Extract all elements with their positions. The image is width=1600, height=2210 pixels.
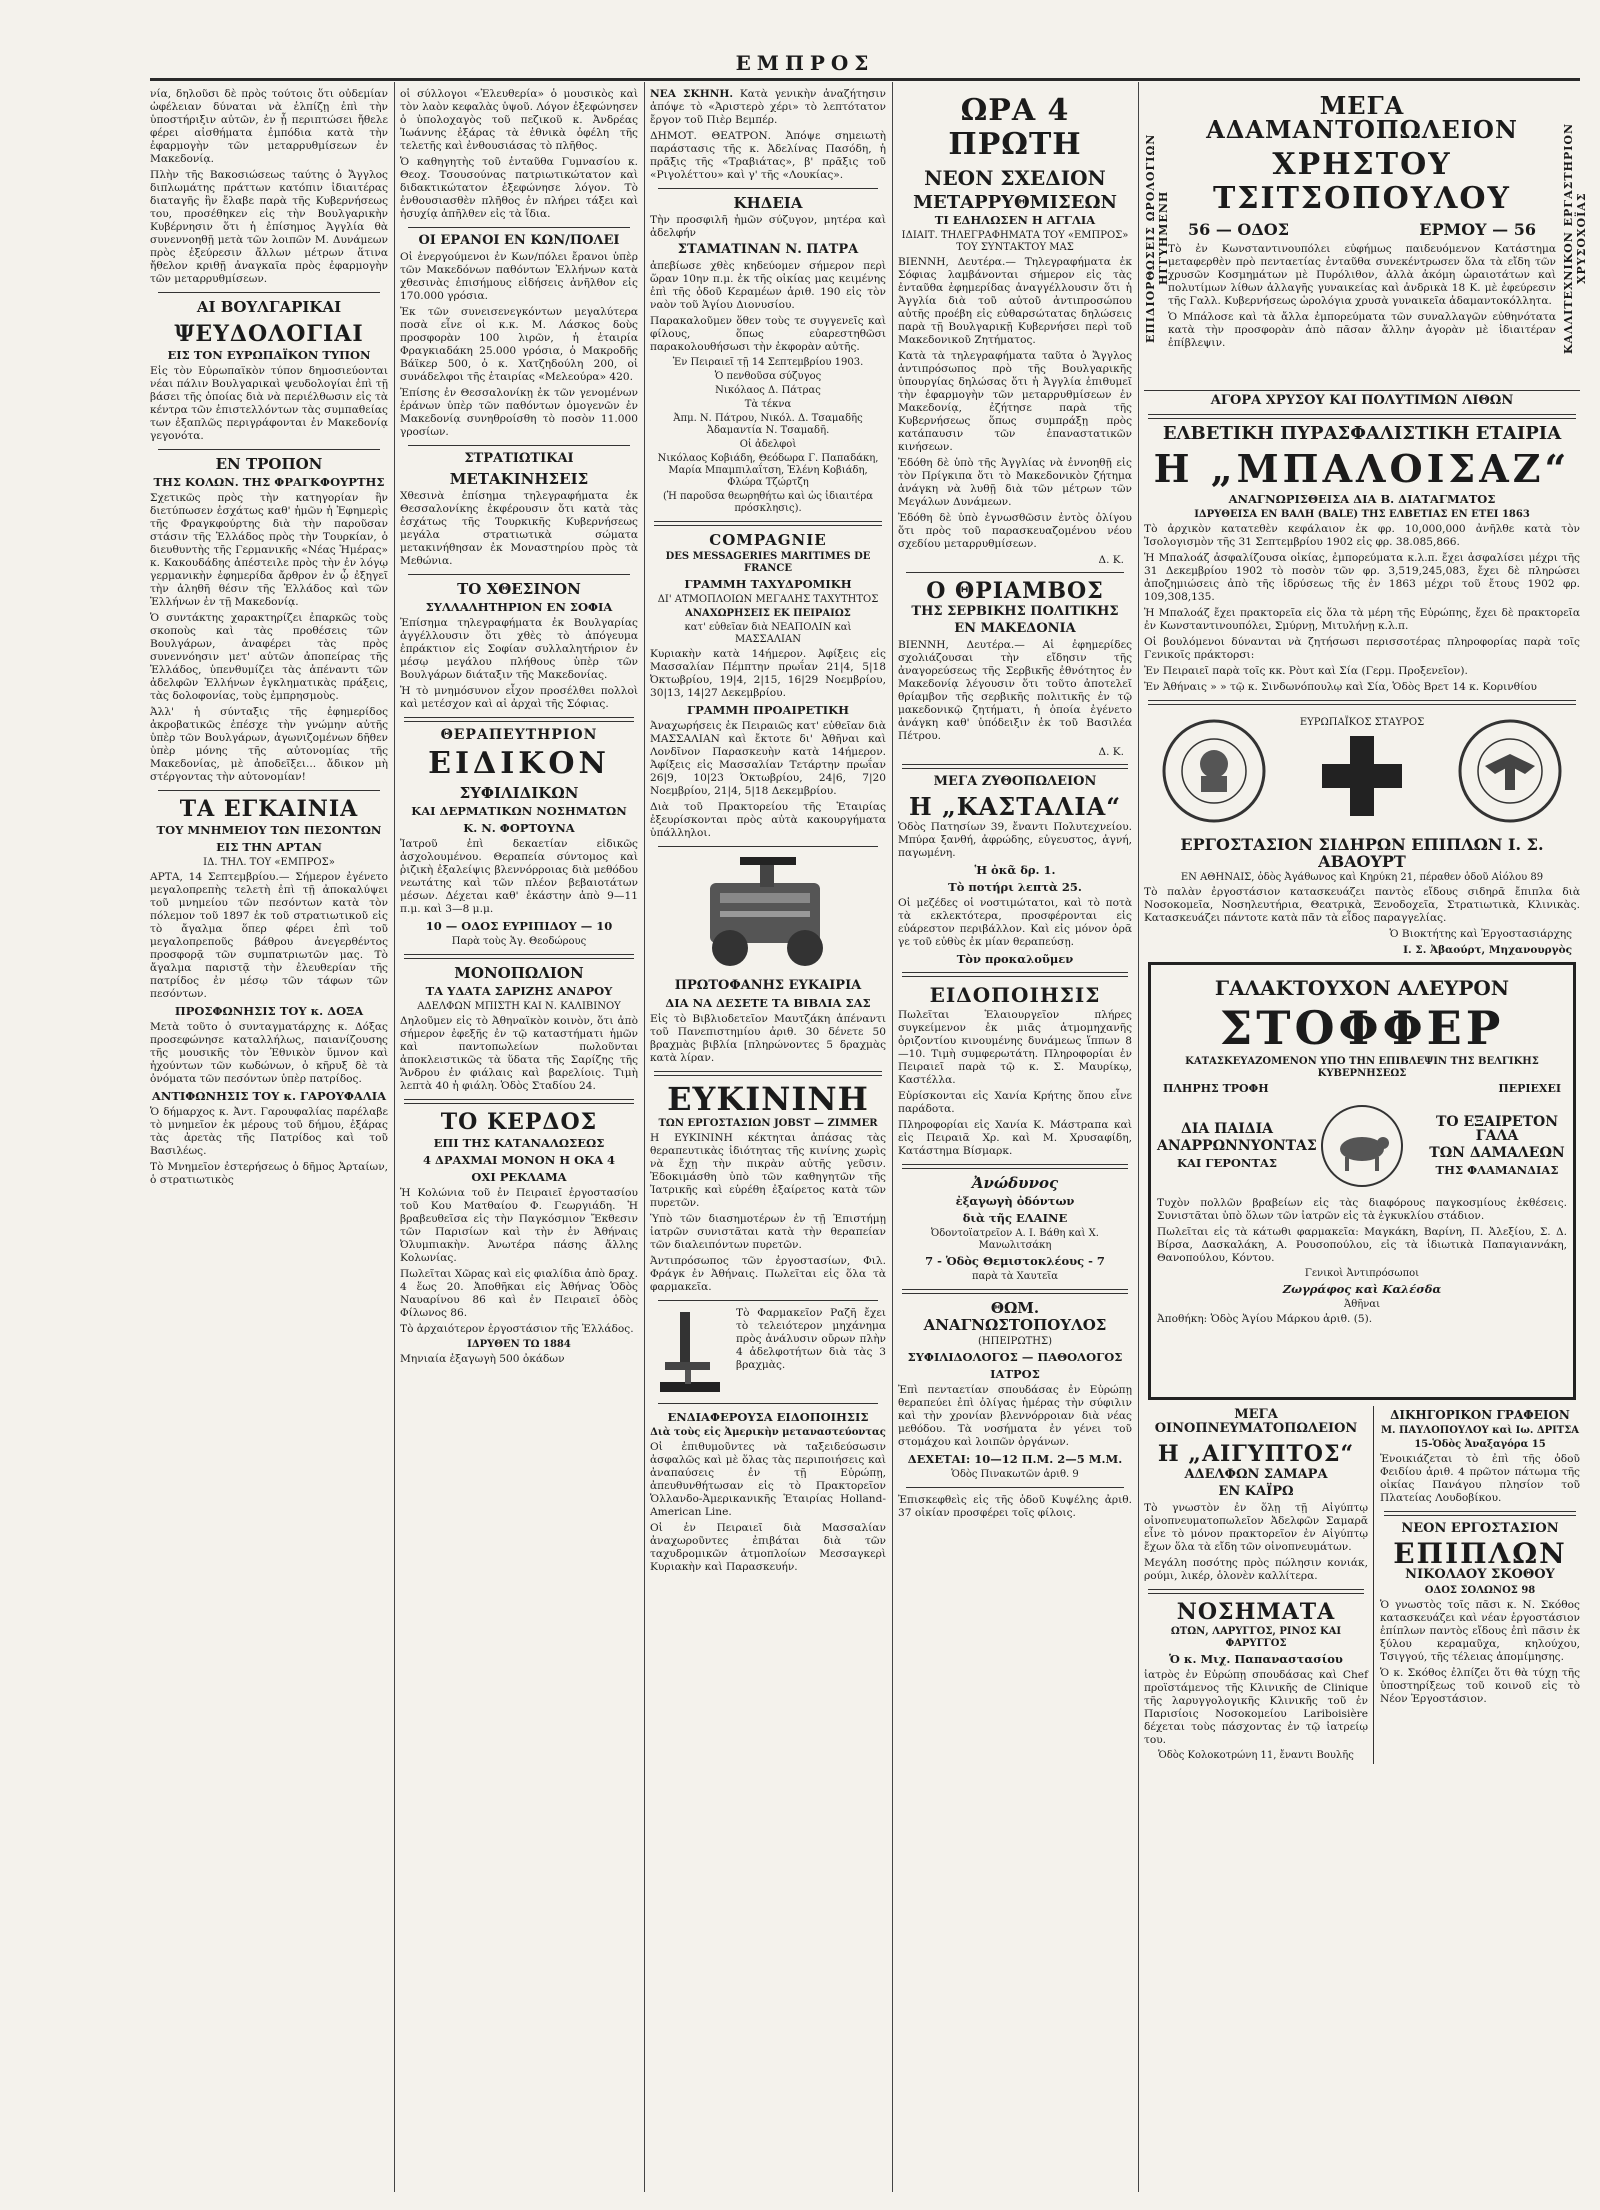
- ad-title: ΑΔΕΛΦΩΝ ΜΠΙΣΤΗ ΚΑΙ Ν. ΚΑΛΙΒΙΝΟΥ: [417, 1001, 621, 1012]
- left-ads: [1144, 1406, 1374, 1764]
- article-text: Ὁ καθηγητὴς τοῦ ἐνταῦθα Γυμνασίου κ. Θεοχ. Τσουσούνας πατριωτικώτατον καὶ διδακτικώτατον ἐξεφώνησε λόγον. Τὸ ἐνθουσιασθὲν πλῆθος ἐν πλήρει τάξει καὶ ἡσυχίᾳ ἀπῆλθεν εἰς τὰ ἴδια.: [400, 156, 638, 220]
- ad-title: ἐξαγωγὴ ὀδόντων: [955, 1194, 1075, 1208]
- ad-text: Μηνιαία ἐξαγωγὴ 500 ὀκάδων: [400, 1353, 565, 1365]
- ad-address-right: ΕΡΜΟΥ — 56: [1419, 220, 1536, 239]
- ad-text: Διὰ τοῦ Πρακτορείου τῆς Ἑταιρίας ἐξευρίσκονται πρὸς αὐτὰ κακουργήματα ὑπάλληλοι.: [650, 801, 886, 839]
- divider: [1148, 414, 1576, 419]
- notice-text: Οἱ ἀδελφοὶ: [739, 439, 797, 450]
- column-1: [150, 88, 388, 2188]
- ad-text: Ἀποθήκη: Ὁδὸς Ἁγίου Μάρκου ἀριθ. (5).: [1157, 1313, 1373, 1325]
- ad-title: ΔΙ' ΑΤΜΟΠΛΟΙΩΝ ΜΕΓΑΛΗΣ ΤΑΧΥΤΗΤΟΣ: [657, 594, 879, 605]
- ad-title: ΓΑΛΑΚΤΟΥΧΟΝ ΑΛΕΥΡΟΝ: [1214, 976, 1510, 1000]
- ad-mid-row: [1157, 1101, 1567, 1191]
- ad-text: Ἡ Μπαλοάζ ἔχει πρακτορεῖα εἰς ὅλα τὰ μέρη τῆς Εὐρώπης, ἔχει δὲ πρακτορεῖα ἐν Κωνσταντινουπόλει, Σμύρνῃ, Μιτυλήνῃ κ.λ.π.: [1144, 607, 1580, 632]
- ad-title: ΤΟ ΚΕΡΔΟΣ: [440, 1109, 598, 1135]
- subheadline: ΕΙΣ ΤΗΝ ΑΡΤΑΝ: [216, 840, 322, 854]
- subheadline: ΕΙΣ ΤΟΝ ΕΥΡΩΠΑΪΚΟΝ ΤΥΠΟΝ: [167, 348, 371, 362]
- ad-title: ΝΕΟΝ ΕΡΓΟΣΤΑΣΙΟΝ: [1401, 1521, 1559, 1536]
- divider: [658, 846, 878, 847]
- ad-text: Δηλοῦμεν εἰς τὸ Ἀθηναϊκὸν κοινὸν, ὅτι ἀπὸ σήμερον ἐφεξῆς ἐν τῷ καταστήματι ἡμῶν καὶ παντοπωλείων πωλοῦνται ἀποκλειστικῶς τὰ ὕδατα τῆς Σαρίζης τῆς Ἄνδρου ἐν φιάλαις καὶ βαρελίοις. Τιμὴ λεπτὰ 40 ἡ φιάλη. Ὁδὸς Σταδίου 24.: [400, 1015, 638, 1092]
- ad-text: Τὸ Φαρμακεῖον Ραζῆ ἔχει τὸ τελειότερον μηχάνημα πρὸς ἀνάλυσιν οὔρων πλὴν 4 ἀδελφοτήτων διὰ τὰς 3 βραχμὰς.: [736, 1307, 886, 1371]
- ad-text: Οἱ ἐν Πειραιεῖ διὰ Μασσαλίαν ἀναχωροῦντες ἐπιβάται διὰ τῶν ταχυδρομικῶν ἀτμοπλοίων Μεσσαγκερὶ Κυριακὴν καὶ Παρασκευήν.: [650, 1522, 886, 1573]
- ad-title: ΣΥΦΙΛΙΔΟΛΟΓΟΣ — ΠΑΘΟΛΟΓΟΣ: [907, 1350, 1123, 1364]
- divider: [158, 790, 380, 791]
- ad-label: ΤΗΣ ΦΛΑΜΑΝΔΙΑΣ: [1435, 1162, 1559, 1177]
- article-text: οἱ σύλλογοι «Ἐλευθερία» ὁ μουσικὸς καὶ τὸν λαὸν κεφαλὰς ὑψοῦ. Λόγον ἐξεφώνησεν ὁ ὑπολοχαγὸς τοῦ πεζικοῦ κ. Ἀνδρέας Ἰωάννης ἐξάρας τὰ ἐθνικὰ ὀφέλη τῆς τελετῆς καὶ ἐνθουσιάσας τὸ πλῆθος.: [400, 88, 638, 152]
- section-label: ΝΕΑ ΣΚΗΝΗ.: [650, 88, 734, 100]
- ad-text: Τὸ γνωστὸν ἐν ὅλῃ τῇ Αἰγύπτῳ οἰνοπνευματοπωλεῖον Ἀδελφῶν Σαμαρᾶ εἶνε τὸ μόνον πρακτορεῖον ἐν Αἰγύπτῳ ἔχων ὅλα τὰ εἴδη τῶν οἰνοπνευμάτων.: [1144, 1502, 1368, 1553]
- article-text: Τὸ Μνημεῖον ἐστερήσεως ὁ δῆμος Ἀρταίων, ὁ στρατιωτικὸς: [150, 1161, 388, 1186]
- article-text: Χθεσινὰ ἐπίσημα τηλεγραφήματα ἐκ Θεσσαλονίκης ἐκφέρουσιν ὅτι κατὰ τὰς ἐσχάτως τῆς Τουρκικῆς Κυβερνήσεως μεγάλα στρατιωτικὰ σώματα μετακινήθησαν ἐκ Μοναστηρίου πρὸς τὰ Μεθώνια.: [400, 490, 638, 567]
- divider: [658, 1300, 878, 1301]
- article-text: Ἐκ τῶν συνεισενεγκόντων μεγαλύτερα ποσὰ εἶνε οἱ κ.κ. Μ. Λάσκος δοὺς προσφορὰν 100 λιρῶν, ἡ ἑταιρία Φραγκιαδάκη 25.000 γρόσια, ὁ Μακροδῆς Βάϊκερ 500, ὁ κ. Χατζηδούλη 200, οἱ συνάδελφοι τῆς ἑταιρίας «Μελεούρα» 420.: [400, 306, 638, 383]
- headline: ΩΡΑ 4 ΠΡΩΤΗ: [948, 93, 1082, 162]
- article-text: ΒΙΕΝΝΗ, Δευτέρα.— Τηλεγραφήματα ἐκ Σόφιας λαμβάνονται σήμερον εἰς τὰς ἐνταῦθα ἐφημερίδας ἀναγγέλλουσιν ὅτι ἡ Ἀγγλία διὰ τοῦ αὐτοῦ ἀντιπροσώπου αὐτῆς προέβη εἰς εὐθαρσώτατας δηλώσεις παρὰ τῇ Βουλγαρικῇ Κυβερνήσει περὶ τοῦ Μακεδονικοῦ Ζητήματος.: [898, 256, 1132, 346]
- ad-title: ΤΑ ΥΔΑΤΑ ΣΑΡΙΖΗΣ ΑΝΔΡΟΥ: [425, 984, 613, 998]
- headline: ΝΕΟΝ ΣΧΕΔΙΟΝ: [924, 166, 1106, 190]
- subheadline: ΣΥΛΛΑΛΗΤΗΡΙΟΝ ΕΝ ΣΟΦΙΑ: [425, 600, 613, 614]
- ad-title: ΘΩΜ. ΑΝΑΓΝΩΣΤΟΠΟΥΛΟΣ: [923, 1299, 1107, 1334]
- ad-title: Μ. ΠΑΥΛΟΠΟΥΛΟΥ καὶ Ιω. ΔΡΙΤΣΑ: [1380, 1425, 1580, 1436]
- headline: ΚΗΔΕΙΑ: [733, 194, 803, 212]
- ad-text: Τὸ παλὰν ἐργοστάσιον κατασκευάζει παντὸς εἴδους σιδηρᾶ ἔπιπλα διὰ Νοσοκομεῖα, Νοσηλευτήρια, Θεατρικὰ, Ξενοδοχεῖα, Στρατιωτικὰ, Κλινικὰς. Κατασκευάζει πάντοτε κατὰ πᾶν τὰ εἶδος παραγγελίας.: [1144, 886, 1580, 924]
- ad-title: ΕΝΔΙΑΦΕΡΟΥΣΑ ΕΙΔΟΠΟΙΗΣΙΣ: [667, 1410, 869, 1424]
- notice-text: Ἀπμ. Ν. Πάτρου, Νικόλ. Δ. Τσαμαδῆς Ἀδαμαντία Ν. Τσαμαδῆ.: [673, 413, 863, 436]
- ad-text: Ἡ Κολώνια τοῦ ἐν Πειραιεῖ ἐργοστασίου τοῦ Κου Ματθαίου Φ. Γεωργιάδη. Ἡ βραβευθεῖσα εἰς τὴν Παγκόσμιον Ἔκθεσιν τῶν Παρισίων καὶ τὴν ἐν Ἀθήναις Ὀλυμπιακὴν. Ἀνωτέρα πάσης ἄλλης Κολωνίας.: [400, 1187, 638, 1264]
- ad-text: κατ' εὐθεῖαν διὰ ΝΕΑΠΟΛΙΝ καὶ ΜΑΣΣΑΛΙΑΝ: [684, 622, 852, 645]
- ad-title: ΚΑΤΑΣΚΕΥΑΖΟΜΕΝΟΝ ΥΠΟ ΤΗΝ ΕΠΙΒΛΕΨΙΝ ΤΗΣ ΒΕΛΓΙΚΗΣ ΚΥΒΕΡΝΗΣΕΩΣ: [1185, 1056, 1539, 1079]
- ad-text: Οἱ βουλόμενοι δύνανται νὰ ζητήσωσι περισσοτέρας πληροφορίας παρὰ τοῖς Γενικοῖς πράκτορσι:: [1144, 636, 1580, 661]
- ad-title: Κ. Ν. ΦΟΡΤΟΥΝΑ: [463, 821, 575, 835]
- divider: [158, 449, 380, 450]
- ad-label: ΚΑΙ ΓΕΡΟΝΤΑΣ: [1176, 1155, 1278, 1170]
- article-text: ΔΗΜΟΤ. ΘΕΑΤΡΟΝ. Ἀπόψε σημειωτὴ παράστασις τῆς κ. Ἀδελίνας Πασόδη, ἡ πρᾶξις τῆς «Τραβιάτας», β' πρᾶξις τοῦ «Ριγολέττου» καὶ γ' τῆς «Λουκίας».: [650, 130, 886, 181]
- ad-title: ΙΑΤΡΟΣ: [990, 1367, 1040, 1381]
- ad-title: ΚΑΙ ΔΕΡΜΑΤΙΚΩΝ ΝΟΣΗΜΑΤΩΝ: [411, 804, 627, 818]
- ad-text: Ἀθῆναι: [1344, 1299, 1380, 1310]
- medal-seal-icon: [1159, 716, 1269, 826]
- ad-text: Ἀναχωρήσεις ἐκ Πειραιῶς κατ' εὐθεῖαν διὰ ΜΑΣΣΑΛΙΑΝ καὶ ἔκτοτε δι' Ἀθῆναι καὶ Λονδῖνον Παρασκευὴν κατὰ 14ήμερον. Ἀφίξεις εἰς Μασσαλίαν Τετάρτην πρωΐαν 26|9, 10|23 Ὀκτωβρίου, 24|6, 7|20 Νοεμβρίου, 21|4, 5|18 Δεκεμβρίου.: [650, 720, 886, 797]
- ad-text: Πωλεῖται Χῶρας καὶ εἰς φιαλίδια ἀπὸ δραχ. 4 ἕως 20. Ἀποθῆκαι εἰς Ἀθήνας Ὁδὸς Ναυαρίνου 86 καὶ ἐν Πειραιεῖ ὁδὸς Φίλωνος 86.: [400, 1268, 638, 1319]
- ad-text: Ἡ ὀκᾶ δρ. 1.: [974, 863, 1056, 877]
- ad-label: ΔΙΑ ΠΑΙΔΙΑ: [1180, 1120, 1274, 1137]
- article-text: Οἱ ἐνεργούμενοι ἐν Κων/πόλει ἔρανοι ὑπὲρ τῶν Μακεδόνων παθόντων Ἑλλήνων κατὰ χθεσινὰς ἐπισήμους εἰδήσεις ἀνῆλθον εἰς 170.000 γρόσια.: [400, 251, 638, 302]
- ad-title: DES MESSAGERIES MARITIMES DE FRANCE: [665, 551, 871, 574]
- ad-title: ΜΕΓΑ ΟΙΝΟΠΝΕΥΜΑΤΟΠΩΛΕΙΟΝ: [1154, 1407, 1358, 1436]
- ad-title: ΩΤΩΝ, ΛΑΡΥΓΓΟΣ, ΡΙΝΟΣ ΚΑΙ ΦΑΡΥΓΓΟΣ: [1170, 1626, 1342, 1649]
- headline: ΜΕΤΑΡΡΥΘΜΙΣΕΩΝ: [913, 192, 1117, 213]
- ad-title: ΕΛΒΕΤΙΚΗ ΠΥΡΑΣΦΑΛΙΣΤΙΚΗ ΕΤΑΙΡΙΑ: [1162, 423, 1562, 444]
- ad-text: Ἐνοικιάζεται τὸ ἐπὶ τῆς ὁδοῦ Φειδίου ἀριθ. 4 πρῶτον πάτωμα τῆς οἰκίας Πανάγου πλησίον τοῦ Πλατείας Λουδοβίκου.: [1380, 1453, 1580, 1504]
- newspaper-page: [150, 51, 1588, 2202]
- ad-text: Οἱ ἐπιθυμοῦντες νὰ ταξειδεύσωσιν ἀσφαλῶς καὶ μὲ ὅλας τὰς περιποιήσεις καὶ ἀναπαύσεις ἐν τῇ Εὐρώπῃ, ἀπευθυνθήτωσαν εἰς τὸ Πρακτορεῖον Ὁλλανδο-Ἀμερικανικῆς Ἑταιρίας Holland-American Line.: [650, 1441, 886, 1518]
- article-text: Ὁ συντάκτης χαρακτηρίζει ἐπαρκῶς τοὺς σκοποὺς καὶ τὰς προθέσεις τῶν Βουλγάρων, ἀναφέρει τὰς πρὸς συνεννόησιν μετ' αὐτῶν ἀποπείρας τῆς Ἑλλάδος, ὑπενθυμίζει τὰς ἀπέναντι τῶν ἀδελφῶν Ἑλλήνων ἐγκληματικὰς πράξεις, τὰς δολοφονίας, τοὺς ἐμπρησμοὺς.: [150, 612, 388, 702]
- ad-title: ΣΤΟΦΦΕΡ: [1219, 1001, 1505, 1055]
- ad-text: Ἐπὶ πενταετίαν σπουδάσας ἐν Εὐρώπῃ θεραπεύει ἐπὶ ὀλίγας ἡμέρας τὴν σύφιλιν καὶ τὴν χρονίαν βλεννόρροιαν διὰ νέας μεθόδου. Τὰ νοσήματα ἐν γένει τοῦ στομάχου καὶ λοιπῶν ὀργάνων.: [898, 1384, 1132, 1448]
- top-rule: [150, 78, 1580, 81]
- divider: [654, 1071, 882, 1076]
- article-text: Κατὰ τὰ τηλεγραφήματα ταῦτα ὁ Ἄγγλος ἀντιπρόσωπος πρὸ τῆς Βουλγαρικῆς ὑπουργίας δηλώσας ὅτι ἡ Ἀγγλία ἐπιθυμεῖ τὴν ἐφαρμογὴν τῶν μεταρρυθμίσεων ἐν Μακεδονίᾳ, ἐζήτησε παρὰ τῆς Κυβερνήσεως ὅπως συμπράξῃ πρὸς κατάπαυσιν τῶν ἐπαναστατικῶν κινήσεων.: [898, 350, 1132, 453]
- headline: ΣΤΡΑΤΙΩΤΙΚΑΙ: [464, 451, 574, 466]
- notice-text: Ἐν Πειραιεῖ τῇ 14 Σεπτεμβρίου 1903.: [672, 357, 864, 368]
- ad-title: ΕΙΔΟΠΟΙΗΣΙΣ: [929, 983, 1101, 1007]
- ad-title: ΑΝΑΧΩΡΗΣΕΙΣ ΕΚ ΠΕΙΡΑΙΩΣ: [685, 608, 851, 619]
- byline: ΙΔΙΑΙΤ. ΤΗΛΕΓΡΑΦΗΜΑΤΑ ΤΟΥ «ΕΜΠΡΟΣ» ΤΟΥ ΣΥΝΤΑΚΤΟΥ ΜΑΣ: [901, 230, 1129, 253]
- ad-title: (ΗΠΕΙΡΩΤΗΣ): [978, 1336, 1052, 1347]
- ad-title: ΟΧΙ ΡΕΚΛΑΜΑ: [471, 1170, 567, 1184]
- divider: [906, 1487, 1124, 1488]
- subheadline: ΤΗΣ ΣΕΡΒΙΚΗΣ ΠΟΛΙΤΙΚΗΣ: [911, 604, 1119, 619]
- notice-text: (Ἡ παροῦσα θεωρηθήτω καὶ ὡς ἰδιαιτέρα πρόσκλησις).: [662, 491, 874, 514]
- headline: Ο ΘΡΙΑΜΒΟΣ: [926, 578, 1104, 604]
- ad-side-text: ΚΑΛΛΙΤΕΧΝΙΚΟΝ ΕΡΓΑΣΤΗΡΙΟΝ ΧΡΥΣΟΧΟΪΑΣ: [1562, 122, 1588, 354]
- article-text: Ἡ τὸ μνημόσυνον εἶχον προσέλθει πολλοὶ καὶ μετέσχον καὶ αἱ ἀρχαὶ τῆς Σόφιας.: [400, 685, 638, 710]
- bottom-ads: [1144, 1406, 1580, 1764]
- ad-text: Ἰατροῦ ἐπὶ δεκαετίαν εἰδικῶς ἀσχολουμένου. Θεραπεία σύντομος καὶ ῥιζικὴ ἐξαλείψις βλεννόρροιας διὰ μεθόδου νεωτάτης καὶ τῶν πλέον βεβαιοτάτων μέσων. Δέχεται καθ' ἑκάστην ἀπὸ 9—11 π.μ. καὶ 3—8 μ.μ.: [400, 838, 638, 915]
- ad-title: ΕΠΙΠΛΩΝ: [1393, 1537, 1567, 1570]
- ad-title: ΓΡΑΜΜΗ ΤΑΧΥΔΡΟΜΙΚΗ: [684, 577, 852, 591]
- ad-text: Ὑπὸ τῶν διασημοτέρων ἐν τῇ Ἐπιστήμῃ ἰατρῶν συνιστᾶται κατὰ τὴν θεραπείαν τῶν διαλειπόντων πυρετῶν.: [650, 1213, 886, 1251]
- divider: [404, 1099, 634, 1104]
- ad-title: ΜΟΝΟΠΩΛΙΟΝ: [454, 964, 584, 982]
- ad-title: ΕΡΓΟΣΤΑΣΙΟΝ ΣΙΔΗΡΩΝ ΕΠΙΠΛΩΝ Ι. Σ. ΑΒΑΟΥΡΤ: [1180, 835, 1544, 871]
- ad-text: Τὸν προκαλοῦμεν: [956, 952, 1074, 966]
- divider: [654, 521, 882, 526]
- divider: [408, 445, 630, 446]
- ad-title: ΓΡΑΜΜΗ ΠΡΟΑΙΡΕΤΙΚΗ: [686, 703, 850, 717]
- ad-title: ΑΓΟΡΑ ΧΡΥΣΟΥ ΚΑΙ ΠΟΛΥΤΙΜΩΝ ΛΙΘΩΝ: [1144, 390, 1580, 408]
- ad-label: ΤΩΝ ΔΑΜΑΛΕΩΝ: [1429, 1144, 1565, 1161]
- divider: [1148, 700, 1576, 705]
- ad-text: Τὸ ἀρχικὸν κατατεθὲν κεφάλαιον ἐκ φρ. 10,000,000 ἀνῆλθε κατὰ τὸν Ἰσολογισμὸν τῆς 31 Σεπτεμβρίου 1902 εἰς φρ. 38.085,866.: [1144, 523, 1580, 548]
- ad-text: Ὁδὸς Πατησίων 39, ἔναντι Πολυτεχνείου. Μπύρα ξανθή, ἀφρώδης, εὐγευστος, ἀγνή, παγωμένη.: [898, 821, 1132, 859]
- notice-text: Νικόλαος Δ. Πάτρας: [715, 385, 821, 396]
- headline: ΟΙ ΕΡΑΝΟΙ ΕΝ ΚΩΝ/ΠΟΛΕΙ: [418, 233, 620, 248]
- headline: ΨΕΥΔΟΛΟΓΙΑΙ: [174, 321, 364, 347]
- ad-address: Ὁδὸς Πινακωτῶν ἀριθ. 9: [951, 1469, 1079, 1480]
- stoffer-ad-box: [1148, 962, 1576, 1400]
- ad-text: Τὸ ἀρχαιότερον ἐργοστάσιον τῆς Ἑλλάδος.: [400, 1323, 634, 1335]
- ad-title: ΔΙΚΗΓΟΡΙΚΟΝ ΓΡΑΦΕΙΟΝ: [1390, 1408, 1570, 1422]
- ad-label: ΤΟ ΕΞΑΙΡΕΤΟΝ ΓΑΛΑ: [1435, 1113, 1559, 1144]
- ad-text: Εἰς τὸ Βιβλιοδετεῖον Μαυτζάκη ἀπέναντι τοῦ Πανεπιστημίου ἀριθ. 30 δένετε 50 βραχμὰς βιβλία [πληρώνοντες 5 δραχμὰς κατὰ λίραν.: [650, 1013, 886, 1064]
- divider: [408, 574, 630, 575]
- ad-text: Οἱ μεζέδες οἱ νοστιμώτατοι, καὶ τὸ ποτὰ τὰ εκλεκτότερα, προσφέρονται εἰς εὐάρεστον περιβάλλον. Καὶ εἰς μόνον ὀρᾶ γε τοῦ εὐθὺς ἐκ μίαν θεραπεύσῃ.: [898, 897, 1132, 948]
- ad-label: ΑΝΑΡΡΩΝΝΥΟΝΤΑΣ: [1157, 1137, 1317, 1154]
- ad-title: ΙΔΡΥΘΕΙΣΑ ΕΝ ΒΑΛΗ (BALE) ΤΗΣ ΕΛΒΕΤΙΑΣ ΕΝ ΕΤΕΙ 1863: [1194, 509, 1530, 520]
- ad-text: Πωλεῖται Ἑλαιουργεῖον πλήρες συγκείμενον ἐκ μιᾶς ἀτμομηχανῆς ὁριζοντίου κινουμένης δυνάμεως ἵππων 8—10. Τιμὴ συμφερωτάτη. Πληροφορίαι ἐν Πειραιεῖ παρὰ τῷ κ. Σ. Μαυρίκῳ, Καστέλλα.: [898, 1009, 1132, 1086]
- ad-address: Παρὰ τοὺς Ἁγ. Θεοδώρους: [451, 936, 587, 947]
- notice-text: Ὁ πενθοῦσα σύζυγος: [714, 371, 822, 382]
- ad-title: 4 ΔΡΑΧΜΑΙ ΜΟΝΟΝ Η ΟΚΑ 4: [422, 1153, 616, 1167]
- signature: Ὁ Βιοκτήτης καὶ Ἐργοστασιάρχης: [1389, 928, 1572, 940]
- ad-title: Η „ΚΑΣΤΑΛΙΑ“: [908, 792, 1122, 821]
- jeweler-ad: [1144, 88, 1588, 388]
- signature: Δ. Κ.: [1098, 554, 1124, 566]
- right-ads: [1380, 1406, 1580, 1764]
- ad-title: Ἀνώδυνος: [971, 1174, 1059, 1192]
- ad-address-left: 56 — ΟΔΟΣ: [1188, 220, 1290, 239]
- ad-label: ΠΕΡΙΕΧΕΙ: [1498, 1082, 1561, 1095]
- divider: [902, 764, 1128, 769]
- ad-right-block: [1427, 1113, 1567, 1180]
- article-text: Ἐπίσημα τηλεγραφήματα ἐκ Βουλγαρίας ἀγγέλλουσιν ὅτι χθὲς τὸ ἀπόγευμα ἐπράκτιον εἰς Σοφίαν συλλαλητήριον ἐν μέσῳ μεγάλου πλήθους ὑπὲρ τῶν Βουλγάρων διάταξιν τῆς Μακεδονίας.: [400, 617, 638, 681]
- ad-title: Η „ΜΠΑΛΟΙΣΑΖ“: [1153, 446, 1571, 491]
- ad-text: Ζωγράφος καὶ Καλέσδα: [1282, 1282, 1442, 1296]
- ad-title: Ὁ κ. Μιχ. Παπαναστασίου: [1169, 1652, 1343, 1666]
- ad-title: ΘΕΡΑΠΕΥΤΗΡΙΟΝ: [440, 727, 598, 743]
- article-text: Ἐπίσης ἐν Θεσσαλονίκῃ ἐκ τῶν γενομένων ἐράνων ὑπὲρ τῶν παθόντων ὁμογενῶν ἐν Μακεδονίᾳ συνηθροίσθη τὸ ποσὸν 11.000 γροσίων.: [400, 387, 638, 438]
- ad-title: ΝΙΚΟΛΑΟΥ ΣΚΟΘΟΥ: [1405, 1567, 1555, 1582]
- ad-text: Ἐπισκεφθεὶς εἰς τῆς ὁδοῦ Κυψέλης ἀριθ. 37 οἰκίαν προσφέρει τοῖς φίλοις.: [898, 1494, 1132, 1519]
- column-5: [1144, 88, 1588, 2188]
- subheadline: ΤΟΥ ΜΝΗΜΕΙΟΥ ΤΩΝ ΠΕΣΟΝΤΩΝ: [156, 823, 382, 837]
- ad-address: 15-Ὁδὸς Ἀναξαγόρα 15: [1414, 1439, 1546, 1450]
- masthead: ΕΜΠΡΟΣ: [735, 51, 875, 75]
- column-2: [400, 88, 638, 2188]
- ad-title: ΜΕΓΑ ΖΥΘΟΠΩΛΕΙΟΝ: [933, 774, 1097, 789]
- article-text: [650, 88, 886, 127]
- ad-text: Τυχὸν πολλῶν βραβείων εἰς τὰς διαφόρους παγκοσμίους ἐκθέσεις. Συνιστᾶται ὑπὸ ὅλων τῶν ἰατρῶν εἰς τὰ ἐγκυκλίου στάδιον.: [1157, 1197, 1567, 1222]
- ad-text: Ἐν Πειραιεῖ παρὰ τοῖς κκ. Ρὸυτ καὶ Σία (Γερμ. Προξενεῖον).: [1144, 665, 1468, 677]
- article-text: Πλὴν τῆς Βακοσιώσεως ταύτης ὁ Ἄγγλος διπλωμάτης πράττων κατόπιν ἰδιαιτέρας διαταγῆς ἣν ἔλαβε παρὰ τῆς Κυβερνήσεως του, προσέθηκεν εἰς τὴν Βουλγαρικὴν Κυβέρνησιν ὅτι ἡ ἐπίσημος Ἀγγλία θὰ συνεννοηθῇ μετὰ τῶν λοιπῶν Μ. Δυνάμεων πρὸς ἐξεύρεσιν ἄλλων μέτρων ἅτινα ἤθελον κριθῇ ἀναγκαῖα πρὸς ἐφαρμογὴν τῶν μεταρρυθμίσεων.: [150, 169, 388, 285]
- ad-text: Ἐν Ἀθήναις » » τῷ κ. Σινδωνόπουλῳ καὶ Σία, Ὁδὸς Βρετ 14 κ. Κορινθίου: [1144, 681, 1537, 693]
- article-text: Ὁ δήμαρχος κ. Ἀντ. Γαρουφαλίας παρέλαβε τὸ μνημεῖον ἐκ μέρους τοῦ δήμου, ἐξάρας τὰς ἀρετὰς τῆς Πατρίδος καὶ τοῦ Βασιλέως.: [150, 1106, 388, 1157]
- divider: [408, 227, 630, 228]
- ad-address: παρὰ τὰ Χαυτεῖα: [972, 1271, 1058, 1282]
- subheadline: ΕΝ ΜΑΚΕΔΟΝΙΑ: [954, 621, 1076, 636]
- ad-text: ἰατρὸς ἐν Εὐρώπῃ σπουδάσας καὶ Chef προϊστάμενος τῆς Κλινικῆς de Clinique τῆς λαρυγγολογικῆς Κλινικῆς τοῦ ἐν Παρισίοις Νοσοκομείου Lariboisière δέχεται τοὺς πάσχοντας ἐν τῷ ἰατρείῳ του.: [1144, 1669, 1368, 1746]
- ad-title: ΜΕΓΑ ΑΔΑΜΑΝΤΟΠΩΛΕΙΟΝ: [1206, 91, 1518, 144]
- ad-title: ΕΠΙ ΤΗΣ ΚΑΤΑΝΑΛΩΣΕΩΣ: [433, 1136, 605, 1150]
- headline: ΑΙ ΒΟΥΛΓΑΡΙΚΑΙ: [196, 298, 342, 316]
- divider: [1148, 1589, 1364, 1594]
- column-rule: [644, 82, 645, 2192]
- ad-text: Τὸ ποτήρι λεπτὰ 25.: [948, 880, 1082, 894]
- ad-text: Μεγάλη ποσότης πρὸς πώλησιν κονιάκ, ρούμι, λικέρ, ὁλονὲν καλλίτερα.: [1144, 1557, 1368, 1582]
- signature: Δ. Κ.: [1098, 746, 1124, 758]
- notice-text: Τὰ τέκνα: [744, 399, 792, 410]
- divider: [158, 292, 380, 293]
- ad-text: Εὑρίσκονται εἰς Χανία Κρήτης ὅπου εἶνε παράδοτα.: [898, 1090, 1132, 1115]
- divider: [902, 972, 1128, 977]
- ad-text: Ἡ Μπαλοάζ ἀσφαλίζουσα οἰκίας, ἐμπορεύματα κ.λ.π. ἔχει ἀσφαλίσει μέχρι τῆς 31 Δεκεμβρίου 1902 τὸ ποσὸν τῶν φρ. 3,519,245,083, ἔχει δὲ πληρώσει ἀποζημιώσεις ἀπὸ τῆς ἱδρύσεως τῆς ἐν 1863 μέχρι τοῦ ἔτους 1902 φρ. 109,308,135.: [1144, 552, 1580, 603]
- subheadline: ΤΗΣ ΚΟΛΩΝ. ΤΗΣ ΦΡΑΓΚΦΟΥΡΤΗΣ: [153, 475, 385, 489]
- ad-text: Τὸ ἐν Κωνσταντινουπόλει εὐφήμως παιδευόμενον Κατάστημα μεταφερθὲν πρὸ πενταετίας ἐνταῦθα συνεκέντρωσεν ὅλα τὰ εἴδη τῶν χρυσῶν Κοσμημάτων μὲ Πυρόλιθον, ἀλλὰ ἀκόμη ὡραιοτάτων καὶ πολυτίμων λίθων ἀλλαγῆς γυναικείας καὶ ἀνδρικὰ 18 Κ. μὲ ἐφεύρεσιν τῆς Γαλλ. Κυβερνήσεως ὡρολόγια χρυσὰ γυναικεῖα ἀδαμαντοκόλλητα.: [1168, 243, 1556, 307]
- ad-text: Πληροφορίαι εἰς Χανία Κ. Μάστραπα καὶ εἰς Πειραιᾶ Χρ. καὶ Μ. Χρυσαφίδη, Κατάστημα Βίσμαρκ.: [898, 1119, 1132, 1157]
- divider: [404, 954, 634, 959]
- ad-address: ΟΔΟΣ ΣΟΛΩΝΟΣ 98: [1424, 1585, 1536, 1596]
- headline: ΜΕΤΑΚΙΝΗΣΕΙΣ: [449, 470, 589, 488]
- ad-text: Γενικοὶ Ἀντιπρόσωποι: [1304, 1268, 1420, 1279]
- article-text: Ἀλλ' ἡ σύνταξις τῆς ἐφημερίδος ἀκροβατικῶς ἐπέσχε τὴν γνώμην αὐτῆς ὑπὲρ τῶν Βουλγάρων, ἀγωνιζομένων δῆθεν ὑπὲρ μόνης τῆς αὐτονομίας τῆς Μακεδονίας, μὲ ἀποδεῖξει... ἄδικον μὴ στέργοντας τὴν αὐτονομίαν!: [150, 706, 388, 783]
- notice-name: ΣΤΑΜΑΤΙΝΑΝ Ν. ΠΑΤΡΑ: [677, 242, 859, 257]
- ad-label: ΠΛΗΡΗΣ ΤΡΟΦΗ: [1163, 1082, 1269, 1095]
- microscope-illustration: [650, 1307, 730, 1397]
- ad-row: [1163, 1082, 1561, 1095]
- eagle-seal-icon: [1455, 716, 1565, 826]
- ad-title: ΙΔΡΥΘΕΝ ΤΩ 1884: [467, 1339, 571, 1350]
- ad-title: ΠΡΩΤΟΦΑΝΗΣ ΕΥΚΑΙΡΙΑ: [674, 978, 862, 993]
- divider: [906, 572, 1124, 573]
- column-rule: [892, 82, 893, 2192]
- ad-address: 7 - Ὁδὸς Θεμιστοκλέους - 7: [925, 1254, 1105, 1268]
- ad-text: Ὁ Μπάλοσε καὶ τὰ ἄλλα ἐμπορεύματα τῶν συναλλαγῶν εὐθηνότατα κατὰ τὴν προσφορὰν ἀπὸ πᾶσαν ἄλλην ἀγορὰν μὲ ἰδιαιτέραν ἐπίβλεψιν.: [1168, 311, 1556, 349]
- red-cross-seal: [1300, 717, 1424, 825]
- divider: [902, 1289, 1128, 1294]
- ad-text: Ὁ κ. Σκόθος ἐλπίζει ὅτι θὰ τύχῃ τῆς ὑποστηρίξεως τοῦ κοινοῦ εἰς τὸ Νέον Ἐργοστάσιον.: [1380, 1667, 1580, 1705]
- ad-address: ΕΝ ΑΘΗΝΑΙΣ, ὁδὸς Ἀγάθωνος καὶ Κηρύκη 21, πέραθεν ὁδοῦ Αἰόλου 89: [1180, 872, 1544, 883]
- column-rule: [394, 82, 395, 2192]
- headline: ΤΟ ΧΘΕΣΙΝΟΝ: [457, 580, 581, 598]
- ad-title: ΤΩΝ ΕΡΓΟΣΤΑΣΙΩΝ JOBST — ZIMMER: [658, 1118, 878, 1129]
- ad-text: Πωλεῖται εἰς τὰ κάτωθι φαρμακεῖα: Μαγκάκη, Βαρίνη, Π. Ἀλεξίου, Σ. Δ. Βίρσα, Δασκαλάκη, Α. Ρουσοπούλου, εἰς τὰ ἰδιωτικὰ Παπαγιαννάκη, Θανοπούλου, Κόντου.: [1157, 1226, 1567, 1264]
- ad-title: ΕΥΚΙΝΙΝΗ: [667, 1080, 869, 1118]
- column-3: [650, 88, 886, 2188]
- notice-text: Νικόλαος Κοβιάδη, Θεόδωρα Γ. Παπαδάκη, Μαρία Μπαμπιλαΐτση, Ἑλένη Κοβιάδη, Φλώρα Τζώρτζη: [657, 453, 879, 488]
- ad-title: ΝΟΣΗΜΑΤΑ: [1176, 1599, 1336, 1625]
- ad-title: ΔΙΑ ΝΑ ΔΕΣΕΤΕ ΤΑ ΒΙΒΛΙΑ ΣΑΣ: [665, 996, 871, 1010]
- divider: [902, 1164, 1128, 1169]
- pharmacy-ad: [650, 1307, 886, 1397]
- signature: Ι. Σ. Ἀβαούρτ, Μηχανουργὸς: [1403, 944, 1572, 956]
- notice-text: Παρακαλοῦμεν ὅθεν τοὺς τε συγγενεῖς καὶ φίλους, ὅπως εὐαρεστηθῶσι παρακολουθήσωσι τὴν ἐκφορὰν αὐτῆς.: [650, 315, 886, 353]
- divider: [658, 188, 878, 189]
- article-text: Εἰς τὸν Εὐρωπαϊκὸν τύπον δημοσιεύονται νέαι πάλιν Βουλγαρικαὶ ψευδολογίαι ἐπὶ τῇ βάσει τῆς ὁποίας διὰ νὰ περιέλθωσιν εἰς τὰ κέντρα τῶν ἐπιστελλόντων τὰς συμπαθείας των ἐξαπλῶς περιγράφονται ἐν Μακεδονίᾳ γεγονότα.: [150, 365, 388, 442]
- article-text: νία, δηλοῦσι δὲ πρὸς τούτοις ὅτι οὐδεμίαν ὠφέλειαν δύναται νὰ ἐλπίζῃ ἐπὶ τὴν ὑποστήριξιν αὐτῶν, ἐν ᾗ περιπτώσει ἤθελε φέρει αἰσθήματα ἐμπόδια κατὰ τὴν ἐφαρμογὴν τῶν μεταρρυθμίσεων ἐν Μακεδονίᾳ.: [150, 88, 388, 165]
- ad-title: ΧΡΗΣΤΟΥ ΤΣΙΤΣΟΠΟΥΛΟΥ: [1213, 147, 1511, 216]
- article-text: Ἐδόθη δὲ ὑπὸ τῆς Ἀγγλίας νὰ ἐννοηθῇ εἰς τὸν Πρίγκιπα ὅτι τὸ Μακεδονικὸν ζήτημα ἀνάγκη νὰ λυθῇ διὰ τῶν μέτρων τῶν Μεγάλων Δυνάμεων.: [898, 457, 1132, 508]
- ad-title: ΕΝ ΚΑΪΡΩ: [1218, 1484, 1294, 1499]
- notice-text: ἀπεβίωσε χθὲς κηδεύομεν σήμερον περὶ ὥραν 10ην π.μ. ἐκ τῆς οἰκίας μας κειμένης ἐπὶ τῆς ὁδοῦ Κεραμέων ἀριθ. 190 εἰς τὸν ναὸν τοῦ Ἁγίου Διονυσίου.: [650, 260, 886, 311]
- ad-title: ΕΙΔΙΚΟΝ: [428, 746, 610, 781]
- subheadline: ΤΙ ΕΔΗΛΩΣΕΝ Η ΑΓΓΛΙΑ: [934, 213, 1096, 227]
- divider: [658, 1403, 878, 1404]
- ad-text: Η ΕΥΚΙΝΙΝΗ κέκτηται ἀπάσας τὰς θεραπευτικὰς ἰδιότητας τῆς κινίνης χωρὶς νὰ ἔχῃ τὴν πικρὰν αὐτῆς γεῦσιν. Ἐδοκιμάσθη ὑπὸ τῶν καθηγητῶν τῆς Ἰατρικῆς καὶ εὑρέθη ἐξαίρετος κατὰ τῶν πυρετῶν.: [650, 1132, 886, 1209]
- column-4: [898, 88, 1132, 2188]
- ad-address: [1188, 220, 1536, 239]
- seal-label: ΕΥΡΩΠΑΪΚΟΣ ΣΤΑΥΡΟΣ: [1299, 717, 1425, 728]
- ad-title: COMPAGNIE: [709, 531, 827, 549]
- article-text: Μετὰ τοῦτο ὁ συνταγματάρχης κ. Δόξας προσεφώνησε καταλλήλως, παιανίζουσης τῆς μουσικῆς τὸν Ἐθνικὸν ὕμνον καὶ ἠχούντων τῶν κωδώνων, ὁ κῆρυξ δὲ τὰ ὀνόματα τῶν πεσόντων ὑπὲρ πατρίδος.: [150, 1021, 388, 1085]
- ad-text: Ἀντιπρόσωπος τῶν ἐργοστασίων, Φιλ. Φράγκ ἐν Ἀθήναις. Πωλεῖται εἰς ὅλα τὰ φαρμακεῖα.: [650, 1255, 886, 1293]
- ad-title: διὰ τῆς ΕΛΑΙΝΕ: [962, 1211, 1068, 1225]
- ad-title: ΑΔΕΛΦΩΝ ΣΑΜΑΡΑ: [1184, 1467, 1328, 1482]
- book-press-illustration: [650, 853, 886, 973]
- subheadline: ΑΝΤΙΦΩΝΗΣΙΣ ΤΟΥ κ. ΓΑΡΟΥΦΑΛΙΑ: [151, 1089, 387, 1103]
- divider: [1384, 1511, 1576, 1516]
- ad-address: 10 — ΟΔΟΣ ΕΥΡΙΠΙΔΟΥ — 10: [425, 919, 613, 933]
- article-text: Σχετικῶς πρὸς τὴν κατηγορίαν ἣν διετύπωσεν ἐσχάτως καθ' ἡμῶν ἡ Ἐφημερὶς τῆς Φραγκφούρτης διὰ τὴν παροῦσαν στάσιν τῆς Ἑλλάδος πρὸς τὴν Τουρκίαν, ὁ διευθυντὴς τῆς Γερμανικῆς «Νέας Ἡμέρας» κ. Κακουδάδης ἀπέστειλε πρὸς τὴν ἐν λόγῳ γερμανικὴν ἐφημερίδα ἄρθρον ἐν ᾧ ἐξηγεῖ τὴν ἀληθῆ θέσιν τῆς Ἑλλάδος καὶ τῶν Ἑλλήνων ἐν τῇ Μακεδονίᾳ.: [150, 492, 388, 608]
- ad-text: Ὀδοντοϊατρεῖον Α. Ι. Βάθη καὶ Χ. Μανωλιτσάκη: [931, 1228, 1099, 1251]
- ad-left-block: [1157, 1120, 1317, 1173]
- ad-title: Διὰ τοὺς εἰς Ἀμερικὴν μεταναστεύοντας: [650, 1427, 886, 1438]
- headline: ΕΝ ΤΡΟΠΟΝ: [215, 455, 323, 473]
- byline: ΙΔ. ΤΗΛ. ΤΟΥ «ΕΜΠΡΟΣ»: [203, 857, 335, 868]
- cow-seal-icon: [1317, 1101, 1407, 1191]
- ad-text: Ὁ γνωστὸς τοῖς πᾶσι κ. Ν. Σκόθος κατασκευάζει καὶ νέαν ἐργοστάσιον ἐπίπλων παντὸς εἴδους ἐπὶ πᾶσιν ἐκ ξύλου κεραμαῦχα, κηλούχου, Τσιγγού, τῆς τέλειας ἀπομίμησης.: [1380, 1599, 1580, 1663]
- divider: [404, 717, 634, 722]
- ad-hours: ΔΕΧΕΤΑΙ: 10—12 Π.Μ. 2—5 Μ.Μ.: [907, 1452, 1123, 1466]
- article-text: ΑΡΤΑ, 14 Σεπτεμβρίου.— Σήμερον ἐγένετο μεγαλοπρεπὴς τελετὴ ἐπὶ τῇ ἀποκαλύψει τοῦ μνημείου τῶν πεσόντων κατὰ τὸν πόλεμον τοῦ 1897 ἐκ τοῦ στρατιωτικοῦ εἰς τὸ ἄγαλμα ὅπερ φέρει ἐπὶ τοῦ μεγαλοπρεποῦς βάθρου ἀνεγερθέντος προσφορᾷ τῶν συμπατριωτῶν μας. Τὸ ἄγαλμα παριστᾷ τὴν ἐλευθερίαν τῆς πατρίδος ἐν μέσῳ τῶν τάφων τῶν πεσόντων.: [150, 871, 388, 1000]
- notice-text: Τὴν προσφιλῆ ἡμῶν σύζυγον, μητέρα καὶ ἀδελφήν: [650, 214, 886, 239]
- cross-icon: [1317, 731, 1407, 821]
- ad-title: ΣΥΦΙΛΙΔΙΚΩΝ: [459, 784, 579, 802]
- ad-title: ΑΝΑΓΝΩΡΙΣΘΕΙΣΑ ΔΙΑ Β. ΔΙΑΤΑΓΜΑΤΟΣ: [1228, 492, 1496, 506]
- article-text: Ἐδόθη δὲ ὑπὸ ἐγνωσθῶσιν ἐντὸς ὀλίγου ὅτι πρὸς τοῦ παρασκευαζομένου νέου σχεδίου μεταρρυθμίσεων.: [898, 512, 1132, 550]
- article-text: ΒΙΕΝΝΗ, Δευτέρα.— Αἱ ἐφημερίδες σχολιάζουσαι τὴν εἴδησιν τῆς ἀναγορεύσεως τῆς Σερβικῆς ἐθνότητος ἐν Μακεδονίᾳ λέγουσιν ὅτι τοῦτο ἀποτελεῖ θρίαμβον τῆς σερβικῆς πολιτικῆς ἐν τῷ μακεδονικῷ ζητήματι, ἡ ὁποία ἐγένετο ἀνάγκη καθ' ὑπόδειξιν ἐκ τοῦ Βασιλέα Πέτρου.: [898, 639, 1132, 742]
- subheadline: ΠΡΟΣΦΩΝΗΣΙΣ ΤΟΥ κ. ΔΟΞΑ: [174, 1004, 364, 1018]
- seals-row: [1144, 711, 1580, 831]
- ad-side-text: ΕΠΙΔΙΟΡΘΩΣΕΙΣ ΩΡΟΛΟΓΙΩΝ ΗΓΓΥΗΜΕΝΗ: [1144, 133, 1170, 343]
- column-rule: [1138, 82, 1139, 2192]
- ad-text: Κυριακὴν κατὰ 14ήμερον. Ἀφίξεις εἰς Μασσαλίαν Πέμπτην πρωΐαν 21|4, 5|18 Ὀκτωβρίου, 19|4, 2|15, 16|29 Νοεμβρίου, 30|13, 14|27 Δεκεμβρίου.: [650, 648, 886, 699]
- article-text: Κατὰ γενικὴν ἀναζήτησιν ἀπόψε τὸ «Ἀριστερὸ χέρι» τὸ λεπτότατον ἔργον τοῦ Πιὲρ Βεμπέρ.: [650, 88, 886, 126]
- headline: ΤΑ ΕΓΚΑΙΝΙΑ: [179, 796, 359, 822]
- ad-address: Ὁδὸς Κολοκοτρώνη 11, ἔναντι Βουλῆς: [1158, 1750, 1354, 1761]
- ad-title: Η „ΑΙΓΥΠΤΟΣ“: [1157, 1441, 1355, 1467]
